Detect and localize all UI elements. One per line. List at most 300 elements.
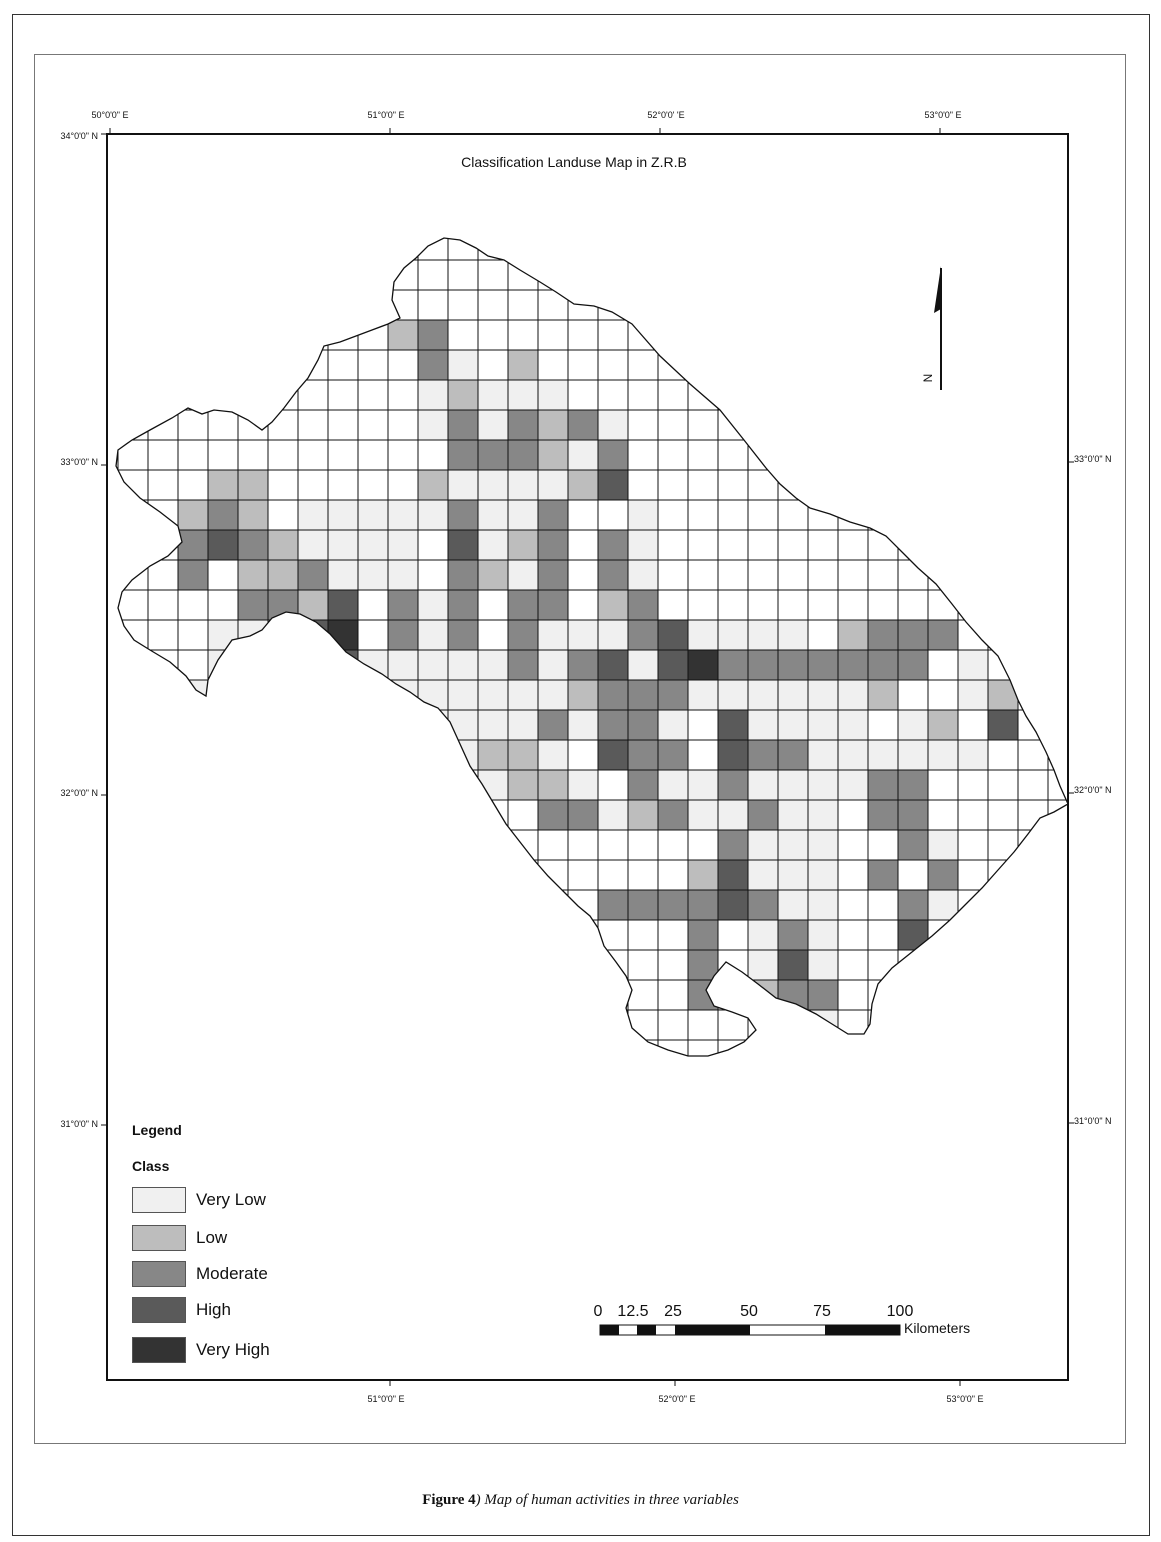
grid-cell (898, 650, 928, 680)
grid-cell (808, 680, 838, 710)
grid-cell (538, 560, 568, 590)
grid-cell (238, 470, 268, 500)
grid-cell (868, 680, 898, 710)
grid-cell (628, 710, 658, 740)
legend-label: Very Low (196, 1190, 266, 1209)
scale-label: 25 (664, 1303, 682, 1320)
grid-cell (598, 650, 628, 680)
grid-cell (418, 740, 448, 770)
figure-caption (0, 1492, 1161, 1509)
grid-cell (838, 710, 868, 740)
grid-cell (508, 530, 538, 560)
scale-label: 0 (593, 1303, 603, 1320)
grid-cell (568, 770, 598, 800)
grid-cell (628, 590, 658, 620)
bottom-longitude-label: 51°0'0" E (367, 1394, 405, 1404)
grid-cell (388, 500, 418, 530)
grid-cell (748, 890, 778, 920)
grid-cell (658, 740, 688, 770)
grid-cell (598, 530, 628, 560)
grid-cell (928, 830, 958, 860)
grid-cell (568, 650, 598, 680)
legend-swatch (132, 1297, 186, 1323)
grid-cell (718, 620, 748, 650)
grid-cell (718, 650, 748, 680)
grid-cell (418, 650, 448, 680)
grid-cell (898, 890, 928, 920)
grid-cell (748, 950, 778, 980)
grid-cell (238, 590, 268, 620)
scale-bar (594, 1303, 971, 1336)
grid-cell (508, 350, 538, 380)
grid-cell (928, 710, 958, 740)
grid-cell (748, 830, 778, 860)
grid-cell (778, 860, 808, 890)
grid-cell (718, 860, 748, 890)
grid-cell (598, 590, 628, 620)
grid-cell (568, 800, 598, 830)
grid-cell (688, 800, 718, 830)
grid-cell (418, 470, 448, 500)
grid-cell (238, 710, 268, 740)
grid-cell (748, 680, 778, 710)
grid-cell (178, 500, 208, 530)
grid-cell (808, 710, 838, 740)
grid-cell (448, 620, 478, 650)
grid-cell (688, 950, 718, 980)
grid-cell (688, 770, 718, 800)
grid-cell (388, 710, 418, 740)
grid-cell (508, 620, 538, 650)
grid-cell (238, 560, 268, 590)
grid-cell (418, 320, 448, 350)
scale-label: 50 (740, 1303, 758, 1320)
grid-cell (208, 620, 238, 650)
grid-cell (298, 620, 328, 650)
grid-cell (478, 560, 508, 590)
grid-cell (568, 680, 598, 710)
grid-cell (658, 650, 688, 680)
grid-cell (868, 650, 898, 680)
legend-title: Legend (132, 1122, 182, 1138)
grid-cell (958, 650, 988, 680)
grid-cell (508, 590, 538, 620)
grid-cell (568, 440, 598, 470)
grid-cell (238, 530, 268, 560)
grid-cell (478, 740, 508, 770)
grid-cell (628, 530, 658, 560)
grid-cell (808, 830, 838, 860)
grid-cell (538, 380, 568, 410)
grid-cell (268, 590, 298, 620)
grid-cell (268, 530, 298, 560)
bottom-longitude-label: 52°0'0" E (658, 1394, 696, 1404)
grid-cell (358, 530, 388, 560)
legend-item-high (132, 1296, 231, 1324)
grid-cell (298, 560, 328, 590)
grid-cell (748, 620, 778, 650)
grid-cell (688, 860, 718, 890)
grid-cell (718, 830, 748, 860)
grid-cell (538, 530, 568, 560)
grid-cell (508, 500, 538, 530)
grid-cell (508, 410, 538, 440)
grid-cell (628, 890, 658, 920)
grid-cell (868, 770, 898, 800)
grid-cell (718, 680, 748, 710)
grid-cell (268, 560, 298, 590)
scale-label: 100 (886, 1303, 914, 1320)
grid-cell (418, 350, 448, 380)
grid-cell (598, 620, 628, 650)
grid-cell (358, 710, 388, 740)
grid-cell (748, 920, 778, 950)
grid-cell (958, 680, 988, 710)
scale-unit: Kilometers (904, 1320, 971, 1336)
grid-cell (598, 800, 628, 830)
grid-cell (208, 650, 238, 680)
grid-cell (718, 800, 748, 830)
grid-cell (328, 650, 358, 680)
grid-cell (748, 800, 778, 830)
grid-cell (658, 710, 688, 740)
grid-cell (448, 680, 478, 710)
grid-cell (478, 440, 508, 470)
grid-cell (598, 680, 628, 710)
grid-cell (508, 380, 538, 410)
legend-item-moderate (132, 1260, 268, 1288)
grid-cell (448, 350, 478, 380)
north-label: N (921, 373, 935, 383)
grid-cell (718, 740, 748, 770)
grid-cell (538, 500, 568, 530)
legend-label: Moderate (196, 1264, 268, 1283)
left-latitude-label: 33°0'0" N (60, 457, 98, 467)
grid-cell (748, 860, 778, 890)
grid-cell (898, 620, 928, 650)
grid-cell (538, 650, 568, 680)
legend-subtitle: Class (132, 1158, 170, 1174)
grid-cell (328, 680, 358, 710)
grid-cell (328, 560, 358, 590)
grid-cell (538, 470, 568, 500)
grid-cell (478, 470, 508, 500)
grid-cell (718, 980, 748, 1010)
grid-cell (838, 650, 868, 680)
grid-cell (328, 500, 358, 530)
grid-cell (568, 410, 598, 440)
grid-cell (538, 620, 568, 650)
top-longitude-label: 53°0'0" E (924, 110, 962, 120)
left-latitude-label: 34°0'0" N (60, 131, 98, 141)
grid-cell (988, 710, 1018, 740)
grid-cell (598, 740, 628, 770)
grid-cell (538, 800, 568, 830)
bottom-longitude-label: 53°0'0" E (946, 1394, 984, 1404)
grid-cell (388, 590, 418, 620)
grid-cell (628, 680, 658, 710)
grid-cell (358, 560, 388, 590)
grid-cell (838, 620, 868, 650)
legend-item-very-high (132, 1336, 270, 1364)
grid-cell (628, 620, 658, 650)
grid-cell (808, 740, 838, 770)
scale-label: 12.5 (617, 1303, 649, 1320)
grid-cell (208, 530, 238, 560)
grid-cell (388, 320, 418, 350)
grid-cell (748, 710, 778, 740)
grid-cell (478, 410, 508, 440)
grid-cell (598, 410, 628, 440)
grid-cell (538, 740, 568, 770)
grid-cell (418, 380, 448, 410)
grid-cell (598, 470, 628, 500)
grid-cell (178, 530, 208, 560)
grid-cell (238, 680, 268, 710)
grid-cell (658, 890, 688, 920)
grid-cell (718, 890, 748, 920)
grid-cell (598, 710, 628, 740)
grid-cell (658, 800, 688, 830)
grid-cell (568, 470, 598, 500)
grid-cell (898, 770, 928, 800)
grid-cell (658, 620, 688, 650)
grid-cell (508, 710, 538, 740)
grid-cell (898, 830, 928, 860)
legend-item-low (132, 1224, 227, 1252)
grid-cell (298, 710, 328, 740)
grid-cell (448, 500, 478, 530)
grid-cell (808, 800, 838, 830)
grid-cell (778, 890, 808, 920)
grid-cell (478, 530, 508, 560)
right-latitude-label: 32°0'0" N (1074, 785, 1112, 795)
grid-cell (688, 650, 718, 680)
grid-cell (598, 890, 628, 920)
grid-cell (778, 1010, 808, 1040)
grid-cell (658, 680, 688, 710)
grid-cell (838, 770, 868, 800)
grid-cell (388, 530, 418, 560)
map-title: Classification Landuse Map in Z.R.B (461, 154, 687, 170)
grid-cell (628, 560, 658, 590)
grid-cell (538, 590, 568, 620)
grid-cell (748, 740, 778, 770)
grid-cell (478, 500, 508, 530)
grid-cell (178, 710, 208, 740)
caption-label: Figure 4 (422, 1492, 476, 1508)
grid-cell (748, 650, 778, 680)
grid-cell (538, 710, 568, 740)
grid-cell (658, 770, 688, 800)
caption-text: ) Map of human activities in three variables (475, 1492, 739, 1508)
grid-cell (448, 380, 478, 410)
grid-cell (898, 740, 928, 770)
grid-cell (778, 830, 808, 860)
grid-cell (628, 740, 658, 770)
grid-cell (478, 380, 508, 410)
grid-cell (358, 680, 388, 710)
grid-lines (118, 230, 1078, 1070)
grid-cell (448, 650, 478, 680)
grid-cell (448, 590, 478, 620)
grid-cell (388, 560, 418, 590)
grid-cell (808, 920, 838, 950)
grid-cell (988, 680, 1018, 710)
grid-cell (628, 770, 658, 800)
grid-cell (778, 1040, 808, 1070)
right-latitude-label: 33°0'0" N (1074, 454, 1112, 464)
grid-cell (238, 650, 268, 680)
grid-cell (508, 440, 538, 470)
grid-cell (898, 800, 928, 830)
grid-cell (838, 680, 868, 710)
legend-label: Low (196, 1228, 228, 1247)
grid-cell (688, 620, 718, 650)
grid-cell (448, 410, 478, 440)
grid-cell (688, 920, 718, 950)
grid-cell (418, 500, 448, 530)
grid-cell (508, 740, 538, 770)
grid-cell (778, 980, 808, 1010)
grid-cell (778, 800, 808, 830)
grid-cell (778, 650, 808, 680)
grid-cell (778, 920, 808, 950)
grid-cell (388, 740, 418, 770)
grid-cell (568, 710, 598, 740)
grid-cell (928, 620, 958, 650)
grid-cell (1018, 650, 1048, 680)
grid-cell (868, 620, 898, 650)
grid-cell (838, 740, 868, 770)
top-longitude-label: 50°0'0" E (91, 110, 129, 120)
grid-cell (328, 590, 358, 620)
grid-cell (928, 860, 958, 890)
grid-cell (508, 470, 538, 500)
grid-cell (448, 710, 478, 740)
legend-label: High (196, 1300, 231, 1319)
grid-cell (508, 680, 538, 710)
grid-cell (928, 740, 958, 770)
legend-swatch (132, 1225, 186, 1251)
grid-cell (478, 680, 508, 710)
grid-cell (808, 650, 838, 680)
grid-cell (358, 740, 388, 770)
grid-cell (628, 800, 658, 830)
legend-swatch (132, 1337, 186, 1363)
grid-cell (808, 770, 838, 800)
grid-cell (778, 740, 808, 770)
grid-cell (778, 680, 808, 710)
grid-cell (808, 950, 838, 980)
grid-cell (778, 710, 808, 740)
grid-cell (448, 740, 478, 770)
grid-cell (718, 710, 748, 740)
legend-swatch (132, 1187, 186, 1213)
top-longitude-label: 52°0'0' 'E (647, 110, 685, 120)
grid-cell (868, 860, 898, 890)
legend-label: Very High (196, 1340, 270, 1359)
grid-cell (418, 620, 448, 650)
grid-cell (808, 890, 838, 920)
grid-cell (208, 500, 238, 530)
grid-cell (388, 650, 418, 680)
grid-cell (418, 590, 448, 620)
grid-cell (718, 770, 748, 800)
left-latitude-label: 32°0'0" N (60, 788, 98, 798)
grid-cell (688, 680, 718, 710)
scale-label: 75 (813, 1303, 831, 1320)
grid-cell (478, 710, 508, 740)
grid-cell (778, 770, 808, 800)
grid-cell (538, 680, 568, 710)
grid-cell (328, 620, 358, 650)
grid-cell (298, 500, 328, 530)
grid-cell (868, 800, 898, 830)
grid-cell (808, 980, 838, 1010)
grid-cell (868, 740, 898, 770)
grid-cell (628, 500, 658, 530)
grid-cell (478, 650, 508, 680)
grid-cell (538, 410, 568, 440)
grid-cell (208, 680, 238, 710)
grid-cell (598, 560, 628, 590)
grid-cell (328, 530, 358, 560)
grid-cell (448, 530, 478, 560)
grid-cell (208, 710, 238, 740)
grid-cell (538, 440, 568, 470)
right-latitude-label: 31°0'0" N (1074, 1116, 1112, 1126)
north-arrow-icon (921, 266, 941, 390)
legend-item-very-low (132, 1186, 266, 1214)
grid-cell (178, 560, 208, 590)
grid-cell (448, 440, 478, 470)
grid-cell (748, 770, 778, 800)
grid-cell (688, 890, 718, 920)
grid-cell (898, 920, 928, 950)
grid-cell (358, 500, 388, 530)
grid-cell (508, 560, 538, 590)
top-longitude-label: 51°0'0" E (367, 110, 405, 120)
grid-cell (448, 470, 478, 500)
grid-cell (898, 710, 928, 740)
grid-cell (598, 440, 628, 470)
grid-cell (268, 680, 298, 710)
grid-cell (388, 620, 418, 650)
grid-cell (448, 560, 478, 590)
grid-cell (508, 770, 538, 800)
grid-cell (778, 950, 808, 980)
left-latitude-label: 31°0'0" N (60, 1119, 98, 1129)
grid-cell (268, 710, 298, 740)
grid-cell (748, 980, 778, 1010)
grid-cell (268, 650, 298, 680)
grid-cell (298, 530, 328, 560)
grid-cell (928, 890, 958, 920)
grid-cell (808, 860, 838, 890)
grid-cell (808, 1040, 838, 1070)
grid-cell (508, 650, 538, 680)
legend-swatch (132, 1261, 186, 1287)
grid-cell (958, 740, 988, 770)
grid-cell (628, 650, 658, 680)
grid-cell (778, 620, 808, 650)
grid-cell (538, 770, 568, 800)
grid-cell (418, 410, 448, 440)
grid-cell (568, 620, 598, 650)
grid-cell (238, 500, 268, 530)
grid-cell (208, 470, 238, 500)
